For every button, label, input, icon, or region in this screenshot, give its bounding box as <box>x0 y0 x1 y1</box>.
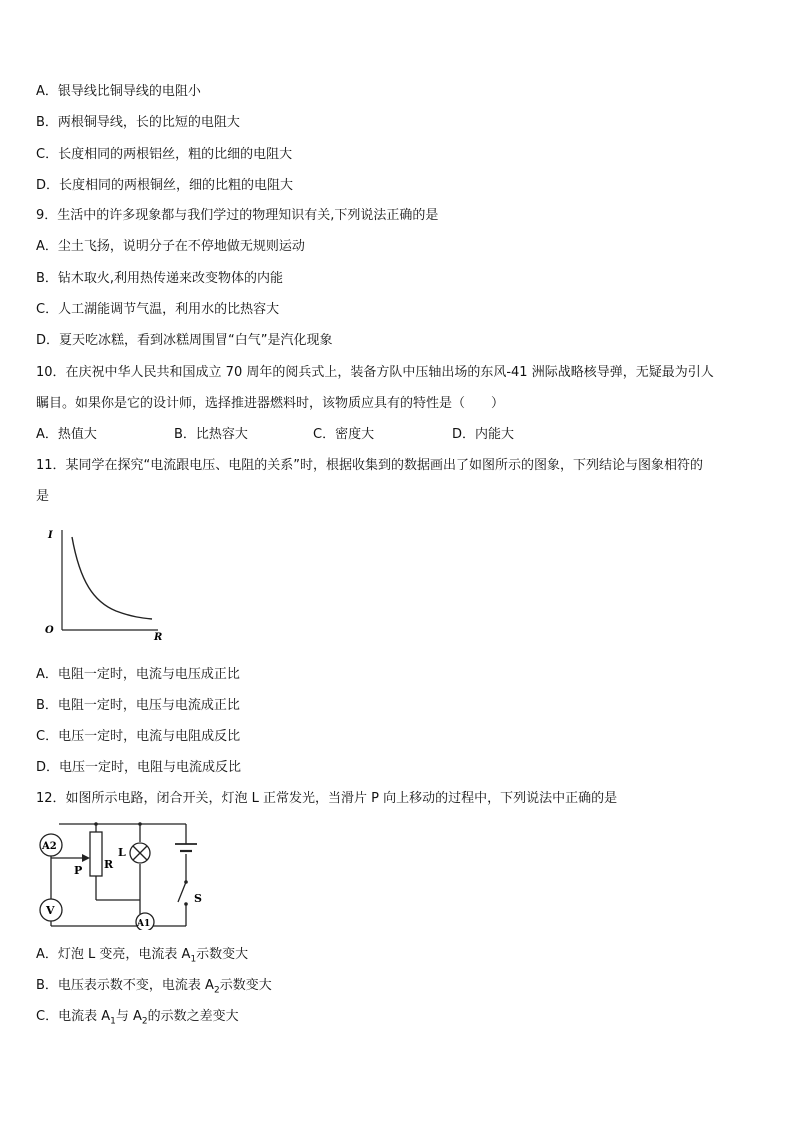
q9-option-b: B．钻木取火,利用热传递来改变物体的内能 <box>36 271 284 286</box>
q10-stem-line1: 10．在庆祝中华人民共和国成立 70 周年的阅兵式上，装备方队中压轴出场的东风-41 洲际战略核导弹，无疑最为引人 <box>36 365 714 380</box>
ammeter-a2-label: A2 <box>42 841 57 852</box>
q8-option-d: D．长度相同的两根铜丝，细的比粗的电阻大 <box>36 178 294 193</box>
q9-option-a: A．尘土飞扬，说明分子在不停地做无规则运动 <box>36 239 305 254</box>
q10-stem-line2: 瞩目。如果你是它的设计师，选择推进器燃料时，该物质应具有的特性是（ ） <box>36 396 505 411</box>
ammeter-a1-label: A1 <box>137 919 151 929</box>
q10-option-a: A．热值大 <box>36 427 97 442</box>
q10-option-c: C．密度大 <box>313 427 375 442</box>
q9-option-c: C．人工湖能调节气温，利用水的比热容大 <box>36 302 280 317</box>
i-r-graph <box>36 520 176 645</box>
q8-option-a: A．银导线比铜导线的电阻小 <box>36 84 201 99</box>
circuit-diagram <box>34 818 214 930</box>
inverse-curve <box>72 537 152 619</box>
q11-stem-line1: 11．某同学在探究“电流跟电压、电阻的关系”时，根据收集到的数据画出了如图所示的图象，下列结论与图象相符的 <box>36 458 704 473</box>
q11-stem-line2: 是 <box>36 489 50 504</box>
q11-option-a: A．电阻一定时，电流与电压成正比 <box>36 667 240 682</box>
slider-p-label: P <box>74 864 83 877</box>
q9-stem: 9．生活中的许多现象都与我们学过的物理知识有关,下列说法正确的是 <box>36 208 439 223</box>
q12-option-c: C．电流表 $A_1$与 $A_2$的示数之差变大 <box>36 1009 239 1027</box>
voltmeter-label: V <box>46 904 55 917</box>
origin-label: O <box>45 625 54 636</box>
q9-option-d: D．夏天吃冰糕，看到冰糕周围冒“白气”是汽化现象 <box>36 333 333 348</box>
resistor-r-label: R <box>104 858 114 871</box>
q8-option-b: B．两根铜导线，长的比短的电阻大 <box>36 115 240 130</box>
q12-stem: 12．如图所示电路，闭合开关，灯泡 L 正常发光，当滑片 P 向上移动的过程中，下列说法中正确的是 <box>36 791 618 806</box>
q11-option-c: C．电压一定时，电流与电阻成反比 <box>36 729 241 744</box>
q12-option-a: A．灯泡 L 变亮，电流表 $A_1$示数变大 <box>36 947 249 965</box>
q8-option-c: C．长度相同的两根铝丝，粗的比细的电阻大 <box>36 147 293 162</box>
q11-option-d: D．电压一定时，电阻与电流成反比 <box>36 760 242 775</box>
x-axis-label: R <box>154 632 163 643</box>
q10-option-b: B．比热容大 <box>174 427 248 442</box>
y-axis-label: I <box>48 530 53 541</box>
q10-option-d: D．内能大 <box>452 427 515 442</box>
switch-s-label: S <box>194 892 202 905</box>
q11-option-b: B．电阻一定时，电压与电流成正比 <box>36 698 240 713</box>
q12-option-b: B．电压表示数不变，电流表 $A_2$示数变大 <box>36 978 272 996</box>
lamp-l-label: L <box>118 846 126 859</box>
